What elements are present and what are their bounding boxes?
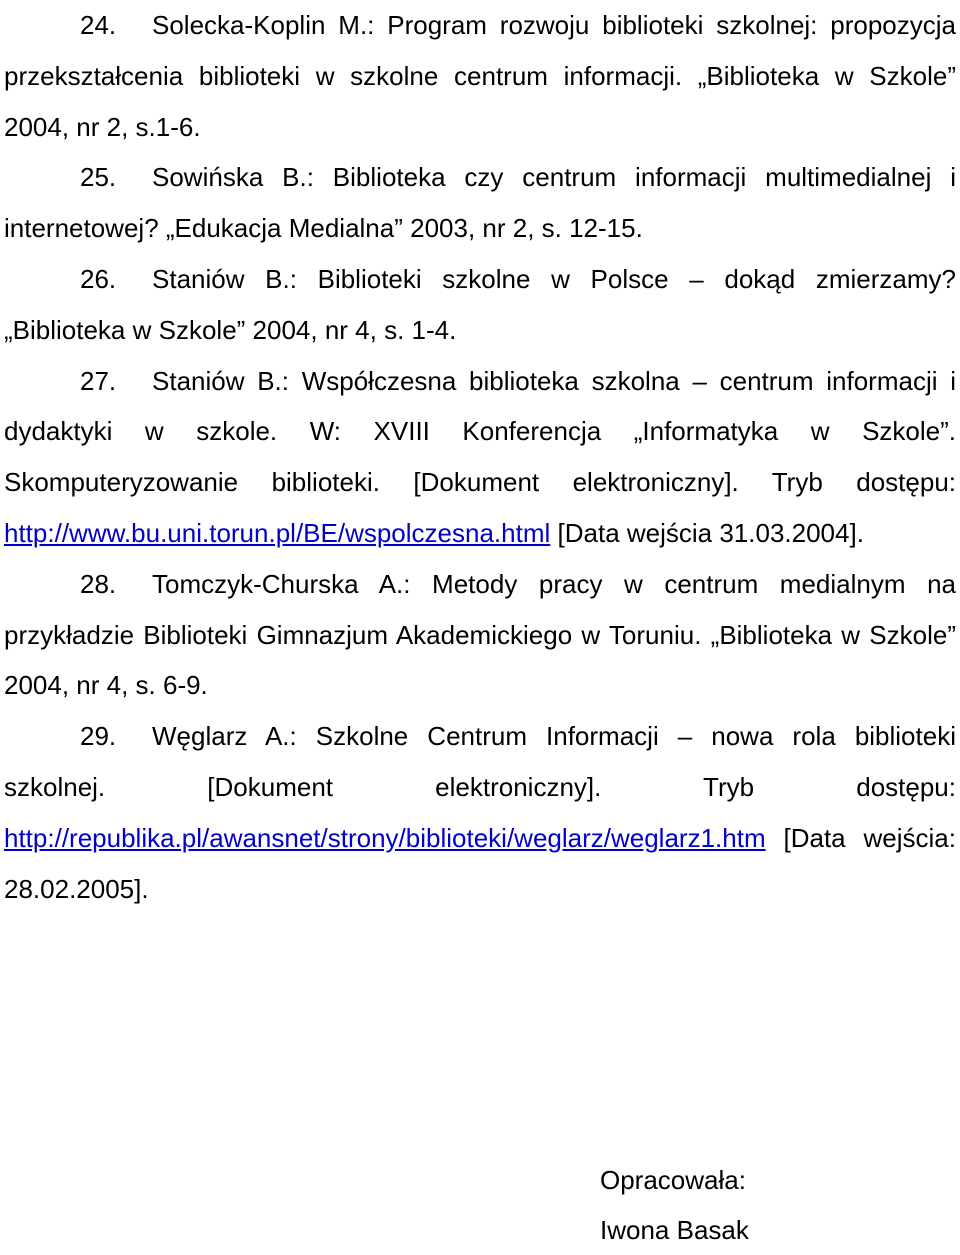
bibliography-entry (4, 0, 956, 152)
entry-text: : Współczesna biblioteka szkolna – centrum informacji i dydaktyki w szkole. W: XVIII Konferencja „Informatyka w Szkole”. Skomputeryzowanie biblioteki. [Dokument elektroniczny]. Tryb dostępu: (4, 365, 956, 498)
entry-access-date: [Data wejścia: 28.02.2005]. (4, 822, 956, 904)
entry-author: Węglarz A. (152, 721, 290, 752)
entry-author: Staniów B. (152, 263, 290, 294)
bibliography-entry (4, 152, 956, 254)
signature-name: Iwona Basak (600, 1215, 749, 1245)
entry-number: 26. (80, 263, 117, 294)
entry-link[interactable]: http://republika.pl/awansnet/strony/biblioteki/weglarz/weglarz1.htm (4, 822, 766, 853)
signature-block (600, 1155, 749, 1255)
bibliography-entry (4, 559, 956, 711)
entry-text: : Biblioteki szkolne w Polsce – dokąd zmierzamy? „Biblioteka w Szkole” 2004, nr 4, s. 1-4. (4, 263, 956, 345)
entry-text: : Metody pracy w centrum medialnym na przykładzie Biblioteki Gimnazjum Akademickiego w Toruniu. „Biblioteka w Szkole” 2004, nr 4, s. 6-9. (4, 568, 956, 701)
entry-number: 27. (80, 365, 117, 396)
signature-label: Opracowała: (600, 1165, 746, 1195)
bibliography-entry (4, 711, 956, 914)
entry-number: 29. (80, 721, 117, 752)
entry-author: Sowińska B. (152, 162, 307, 193)
entry-link[interactable]: http://www.bu.uni.torun.pl/BE/wspolczesna.html (4, 517, 551, 548)
entry-text: : Program rozwoju biblioteki szkolnej: propozycja przekształcenia biblioteki w szkolne centrum informacji. „Biblioteka w Szkole” 2004, nr 2, s.1-6. (4, 10, 956, 142)
entry-number: 25. (80, 162, 117, 193)
bibliography-entry (4, 254, 956, 356)
entry-number: 28. (80, 568, 117, 599)
entry-text: : Szkolne Centrum Informacji – nowa rola biblioteki szkolnej. [Dokument elektroniczny]. Tryb dostępu: (4, 721, 956, 802)
entry-author: Tomczyk-Churska A. (152, 568, 404, 599)
entry-author: Solecka-Koplin M. (152, 10, 368, 40)
bibliography-list (4, 0, 956, 914)
entry-author: Staniów B. (152, 365, 282, 396)
entry-number: 24. (80, 10, 117, 40)
bibliography-entry (4, 356, 956, 559)
entry-access-date: [Data wejścia 31.03.2004]. (550, 517, 864, 548)
entry-text: : Biblioteka czy centrum informacji multimedialnej i internetowej? „Edukacja Medialna” 2003, nr 2, s. 12-15. (4, 162, 956, 244)
